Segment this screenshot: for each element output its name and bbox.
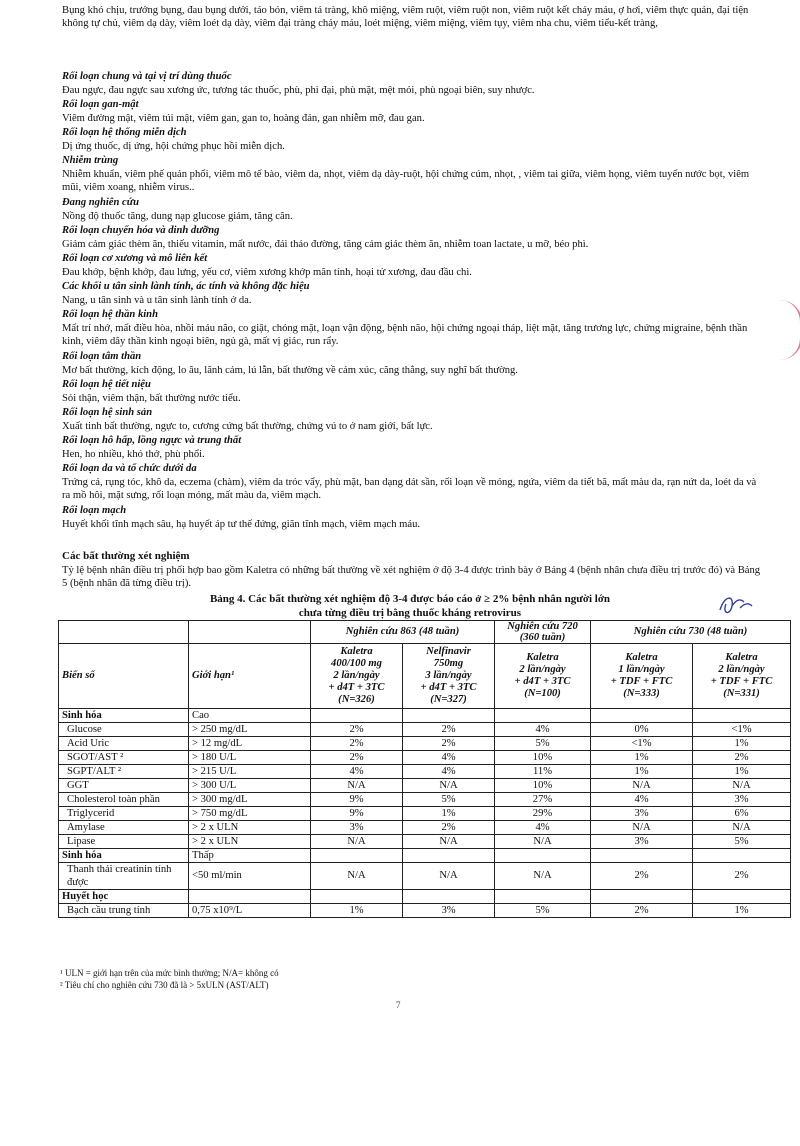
empty-cell bbox=[403, 890, 495, 904]
section-text: Trứng cá, rụng tóc, khô da, eczema (chàm), viêm da tróc vẩy, phù mặt, ban dạng dát sần, rối loạn về móng, ngứa, viêm da tiết bã, mất màu da, rạn nứt da, loét da và ra mồ hôi, mặt sưng, rối loạn móng, mất màu da, viêm mạch. bbox=[62, 477, 757, 501]
section-heading: Nhiễm trùng bbox=[62, 155, 119, 166]
arm-line: 400/100 mg bbox=[331, 658, 382, 669]
value-cell: N/A bbox=[403, 779, 495, 793]
value-cell: N/A bbox=[591, 821, 693, 835]
page-number: 7 bbox=[396, 1000, 401, 1010]
table-row bbox=[59, 723, 791, 737]
arm-line: + TDF + FTC bbox=[610, 676, 673, 687]
table-header-row-studies bbox=[59, 621, 791, 644]
value-cell: 1% bbox=[403, 807, 495, 821]
table-group-row bbox=[59, 890, 791, 904]
arm-line: + TDF + FTC bbox=[710, 676, 773, 687]
section-text: Sỏi thận, viêm thận, bất thường nước tiểu. bbox=[62, 393, 241, 404]
arm-line: 750mg bbox=[433, 658, 464, 669]
value-cell: 2% bbox=[311, 723, 403, 737]
row-name: Thanh thải creatinin tính được bbox=[59, 863, 189, 890]
section-text: Huyết khối tĩnh mạch sâu, hạ huyết áp tư thế đứng, giãn tĩnh mạch, viêm mạch máu. bbox=[62, 519, 421, 530]
arm-line: Nelfinavir bbox=[426, 646, 471, 657]
value-cell: 6% bbox=[693, 807, 791, 821]
arm-line: (N=333) bbox=[623, 688, 660, 699]
row-limit: 0,75 x10⁹/L bbox=[189, 904, 311, 918]
value-cell: 1% bbox=[311, 904, 403, 918]
arm-line: Kaletra bbox=[526, 652, 559, 663]
arm-line: (N=331) bbox=[723, 688, 760, 699]
value-cell: 10% bbox=[495, 779, 591, 793]
table-group-row bbox=[59, 709, 791, 723]
empty-cell bbox=[591, 849, 693, 863]
arm-line: 2 lần/ngày bbox=[519, 664, 566, 675]
row-name: GGT bbox=[59, 779, 189, 793]
header-arm-1 bbox=[311, 644, 403, 709]
empty-cell bbox=[311, 890, 403, 904]
value-cell: 10% bbox=[495, 751, 591, 765]
value-cell: N/A bbox=[693, 821, 791, 835]
header-arm-3 bbox=[495, 644, 591, 709]
header-study-720: Nghiên cứu 720 (360 tuần) bbox=[495, 621, 591, 644]
value-cell: 5% bbox=[495, 904, 591, 918]
arm-line: 2 lần/ngày bbox=[718, 664, 765, 675]
table-caption-line2: chưa từng điều trị bằng thuốc kháng retrovirus bbox=[298, 607, 522, 619]
table-row bbox=[59, 807, 791, 821]
table-row bbox=[59, 779, 791, 793]
value-cell: 0% bbox=[591, 723, 693, 737]
value-cell: 27% bbox=[495, 793, 591, 807]
arm-line: Kaletra bbox=[725, 652, 758, 663]
value-cell: 1% bbox=[591, 751, 693, 765]
section-heading: Rối loạn hệ thống miễn dịch bbox=[62, 127, 187, 138]
section-text: Đau ngực, đau ngực sau xương ức, tương tác thuốc, phù, phì đại, phù mặt, mệt mỏi, phù ngoại biên, suy nhược. bbox=[62, 85, 535, 96]
row-limit: > 250 mg/dL bbox=[189, 723, 311, 737]
value-cell: 2% bbox=[311, 751, 403, 765]
section-heading: Rối loạn hệ tiết niệu bbox=[62, 379, 151, 390]
section-text: Bụng khó chịu, trướng bụng, đau bụng dưới, táo bón, viêm tá tràng, khô miệng, viêm ruột, viêm ruột non, viêm ruột kết chảy máu, ợ hơi, viêm thực quản, đại tiện không tự chủ, viêm dạ dày, viêm loét dạ dày, viêm đại tràng chảy máu, loét miệng, viêm miệng, viêm tụy, viêm nha chu, viêm tiểu-kết tràng, bbox=[62, 5, 749, 29]
value-cell: N/A bbox=[495, 835, 591, 849]
empty-cell bbox=[693, 890, 791, 904]
table-row bbox=[59, 821, 791, 835]
section-text: Viêm đường mật, viêm túi mật, viêm gan, gan to, hoàng đản, gan nhiễm mỡ, đau gan. bbox=[62, 113, 425, 124]
section-text: Giảm cảm giác thèm ăn, thiếu vitamin, mất nước, đái tháo đường, tăng cảm giác thèm ăn, nhiễm toan lactate, u mỡ, béo phì. bbox=[62, 239, 589, 250]
value-cell: 2% bbox=[403, 723, 495, 737]
section-text: Dị ứng thuốc, dị ứng, hội chứng phục hồi miễn dịch. bbox=[62, 141, 285, 152]
value-cell: 4% bbox=[495, 723, 591, 737]
value-cell: 3% bbox=[403, 904, 495, 918]
value-cell: N/A bbox=[311, 779, 403, 793]
row-name: Bạch cầu trung tính bbox=[59, 904, 189, 918]
table-row bbox=[59, 835, 791, 849]
value-cell: N/A bbox=[591, 779, 693, 793]
arm-line: 2 lần/ngày bbox=[333, 670, 380, 681]
value-cell: N/A bbox=[403, 835, 495, 849]
signature-mark bbox=[716, 590, 756, 622]
arm-line: (N=326) bbox=[338, 694, 375, 705]
value-cell: 4% bbox=[591, 793, 693, 807]
value-cell: N/A bbox=[311, 835, 403, 849]
value-cell: 5% bbox=[495, 737, 591, 751]
section-heading: Rối loạn tâm thần bbox=[62, 351, 142, 362]
value-cell: 11% bbox=[495, 765, 591, 779]
value-cell: <1% bbox=[591, 737, 693, 751]
empty-cell bbox=[591, 890, 693, 904]
value-cell: 2% bbox=[591, 863, 693, 890]
row-name: SGPT/ALT ² bbox=[59, 765, 189, 779]
value-cell: 5% bbox=[693, 835, 791, 849]
header-study-863: Nghiên cứu 863 (48 tuần) bbox=[311, 621, 495, 644]
footnote-1: ¹ ULN = giới hạn trên của mức bình thường; N/A= không có bbox=[60, 968, 279, 978]
value-cell: 4% bbox=[403, 751, 495, 765]
arm-line: + d4T + 3TC bbox=[514, 676, 571, 687]
row-name: Glucose bbox=[59, 723, 189, 737]
row-limit: > 12 mg/dL bbox=[189, 737, 311, 751]
value-cell: 29% bbox=[495, 807, 591, 821]
row-limit: > 2 x ULN bbox=[189, 821, 311, 835]
empty-cell bbox=[495, 890, 591, 904]
section-text: Hen, ho nhiều, khó thở, phù phổi. bbox=[62, 449, 205, 460]
header-arm-2 bbox=[403, 644, 495, 709]
row-name: SGOT/AST ² bbox=[59, 751, 189, 765]
arm-line: (N=327) bbox=[430, 694, 467, 705]
value-cell: 3% bbox=[591, 807, 693, 821]
section-heading: Rối loạn gan-mật bbox=[62, 99, 139, 110]
value-cell: 9% bbox=[311, 807, 403, 821]
value-cell: 2% bbox=[311, 737, 403, 751]
empty-cell bbox=[495, 849, 591, 863]
value-cell: 2% bbox=[591, 904, 693, 918]
table-row bbox=[59, 765, 791, 779]
header-limit: Giới hạn¹ bbox=[189, 644, 311, 709]
empty-cell bbox=[591, 709, 693, 723]
section-text: Mơ bất thường, kích động, lo âu, lãnh cảm, lú lẫn, bất thường về cảm xúc, căng thẳng, suy nghĩ bất thường. bbox=[62, 365, 518, 376]
value-cell: 4% bbox=[311, 765, 403, 779]
row-name: Amylase bbox=[59, 821, 189, 835]
value-cell: 2% bbox=[403, 821, 495, 835]
value-cell: 1% bbox=[693, 904, 791, 918]
row-name: Triglycerid bbox=[59, 807, 189, 821]
section-heading: Rối loạn da và tổ chức dưới da bbox=[62, 463, 197, 474]
stamp-edge bbox=[780, 300, 800, 360]
value-cell: 3% bbox=[693, 793, 791, 807]
empty-cell bbox=[403, 709, 495, 723]
section-heading: Rối loạn cơ xương và mô liên kết bbox=[62, 253, 208, 264]
value-cell: N/A bbox=[693, 779, 791, 793]
section-text: Nang, u tân sinh và u tân sinh lành tính ở da. bbox=[62, 295, 252, 306]
table-row bbox=[59, 737, 791, 751]
row-limit: > 2 x ULN bbox=[189, 835, 311, 849]
group-limit: Thấp bbox=[189, 849, 311, 863]
row-limit: > 300 U/L bbox=[189, 779, 311, 793]
group-label: Huyết học bbox=[59, 890, 189, 904]
section-heading: Các khối u tân sinh lành tính, ác tính và không đặc hiệu bbox=[62, 281, 310, 292]
empty-cell bbox=[693, 709, 791, 723]
table-row bbox=[59, 863, 791, 890]
value-cell: 2% bbox=[693, 751, 791, 765]
lab-abnormalities-table bbox=[58, 620, 791, 918]
section-heading: Rối loạn chung và tại vị trí dùng thuốc bbox=[62, 71, 232, 82]
row-limit: > 300 mg/dL bbox=[189, 793, 311, 807]
header-arm-4 bbox=[591, 644, 693, 709]
value-cell: 5% bbox=[403, 793, 495, 807]
value-cell: 1% bbox=[591, 765, 693, 779]
table-header-row-arms bbox=[59, 644, 791, 709]
arm-line: + d4T + 3TC bbox=[328, 682, 385, 693]
row-limit: > 750 mg/dL bbox=[189, 807, 311, 821]
group-label: Sinh hóa bbox=[59, 709, 189, 723]
row-limit: > 180 U/L bbox=[189, 751, 311, 765]
header-study-730: Nghiên cứu 730 (48 tuần) bbox=[591, 621, 791, 644]
section-heading: Rối loạn hệ thần kinh bbox=[62, 309, 158, 320]
arm-line: (N=100) bbox=[524, 688, 561, 699]
value-cell: 4% bbox=[495, 821, 591, 835]
section-heading: Đang nghiên cứu bbox=[62, 197, 139, 208]
row-limit: <50 ml/min bbox=[189, 863, 311, 890]
value-cell: N/A bbox=[403, 863, 495, 890]
empty-cell bbox=[311, 849, 403, 863]
section-heading: Rối loạn chuyển hóa và dinh dưỡng bbox=[62, 225, 220, 236]
table-row bbox=[59, 793, 791, 807]
section-text: Mất trí nhớ, mất điều hòa, nhồi máu não, co giật, chóng mặt, loạn vận động, bệnh não, hội chứng ngoại tháp, liệt mặt, tăng trương lực, chứng migraine, bệnh thần kinh, viêm dây thần kinh ngoại biên, ngủ gà, mất vị giác, run rẩy. bbox=[62, 323, 748, 347]
empty-cell bbox=[311, 709, 403, 723]
group-limit: Cao bbox=[189, 709, 311, 723]
section-heading: Rối loạn hệ sinh sản bbox=[62, 407, 153, 418]
footnote-2: ² Tiêu chí cho nghiên cứu 730 đã là > 5xULN (AST/ALT) bbox=[60, 980, 269, 990]
lab-section-text: Tỷ lệ bệnh nhân điều trị phối hợp bao gồm Kaletra có những bất thường về xét nghiệm ở độ 3-4 được trình bày ở Bảng 4 (bệnh nhân chưa điều trị trước đó) và Bảng 5 (bệnh nhân đã từng điều trị). bbox=[62, 565, 761, 589]
table-row bbox=[59, 751, 791, 765]
empty-cell bbox=[403, 849, 495, 863]
value-cell: 1% bbox=[693, 737, 791, 751]
value-cell: 9% bbox=[311, 793, 403, 807]
arm-line: 1 lần/ngày bbox=[618, 664, 665, 675]
row-name: Lipase bbox=[59, 835, 189, 849]
value-cell: 4% bbox=[403, 765, 495, 779]
section-heading: Rối loạn mạch bbox=[62, 505, 127, 516]
empty-cell bbox=[693, 849, 791, 863]
arm-line: Kaletra bbox=[340, 646, 373, 657]
value-cell: 3% bbox=[311, 821, 403, 835]
arm-line: + d4T + 3TC bbox=[420, 682, 477, 693]
value-cell: N/A bbox=[495, 863, 591, 890]
row-limit: > 215 U/L bbox=[189, 765, 311, 779]
section-text: Xuất tinh bất thường, ngực to, cương cứng bất thường, chứng vú to ở nam giới, bất lực. bbox=[62, 421, 433, 432]
row-name: Acid Uric bbox=[59, 737, 189, 751]
value-cell: 1% bbox=[693, 765, 791, 779]
table-caption-line1: Bảng 4. Các bất thường xét nghiệm độ 3-4 được báo cáo ở ≥ 2% bệnh nhân người lớn bbox=[209, 593, 611, 605]
table-group-row bbox=[59, 849, 791, 863]
group-limit bbox=[189, 890, 311, 904]
value-cell: 2% bbox=[403, 737, 495, 751]
section-text: Nồng độ thuốc tăng, dung nạp glucose giảm, tăng cân. bbox=[62, 211, 293, 222]
arm-line: 3 lần/ngày bbox=[425, 670, 472, 681]
section-heading: Rối loạn hô hấp, lồng ngực và trung thất bbox=[62, 435, 242, 446]
group-label: Sinh hóa bbox=[59, 849, 189, 863]
table-row bbox=[59, 904, 791, 918]
arm-line: Kaletra bbox=[625, 652, 658, 663]
empty-cell bbox=[495, 709, 591, 723]
section-text: Nhiễm khuẩn, viêm phế quản phổi, viêm mô tế bào, viêm da, nhọt, viêm dạ dày-ruột, hội chứng cúm, nhọt, , viêm tai giữa, viêm họng, viêm tuyến nước bọt, viêm mũi, viêm xoang, nhiễm virus.. bbox=[62, 169, 750, 193]
lab-section-title: Các bất thường xét nghiệm bbox=[62, 550, 190, 562]
value-cell: 3% bbox=[591, 835, 693, 849]
value-cell: 2% bbox=[693, 863, 791, 890]
header-arm-5 bbox=[693, 644, 791, 709]
header-variable: Biến số bbox=[59, 644, 189, 709]
value-cell: N/A bbox=[311, 863, 403, 890]
section-text: Đau khớp, bệnh khớp, đau lưng, yếu cơ, viêm xương khớp mãn tính, hoại tử xương, đau đầu chi. bbox=[62, 267, 472, 278]
value-cell: <1% bbox=[693, 723, 791, 737]
row-name: Cholesterol toàn phần bbox=[59, 793, 189, 807]
